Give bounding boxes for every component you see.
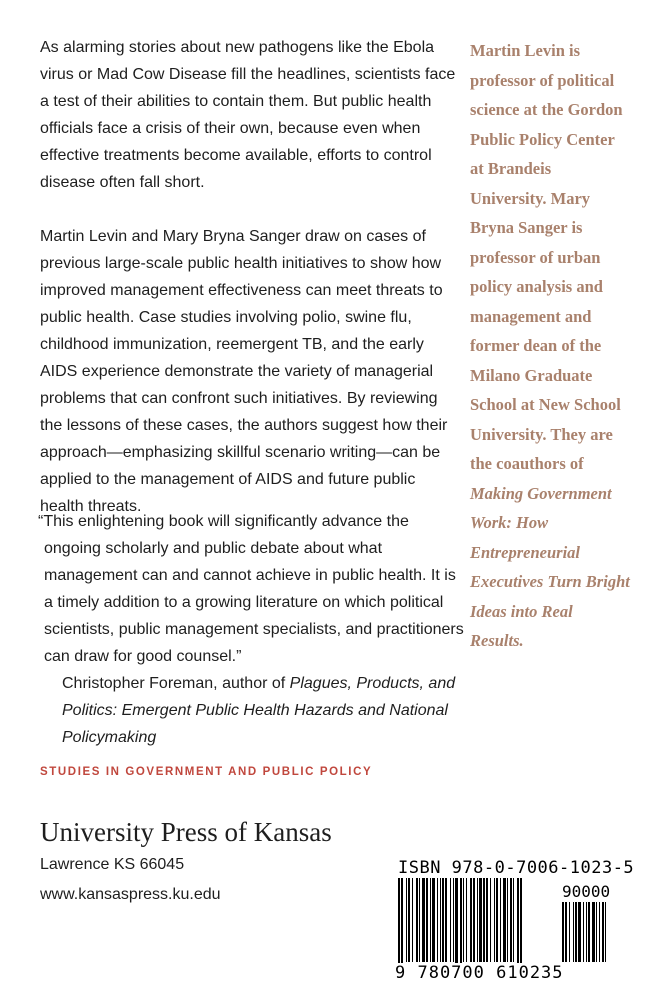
barcode-bar bbox=[426, 878, 428, 962]
barcode-bar bbox=[408, 878, 410, 962]
barcode-bar bbox=[398, 878, 400, 974]
barcode-bar bbox=[437, 878, 438, 962]
barcode-bar bbox=[406, 878, 407, 962]
author-prior-book: Making Government Work: How Entrepreneurial Executives Turn Bright Ideas into Real Results. bbox=[470, 483, 630, 650]
price-barcode bbox=[562, 902, 624, 974]
barcode-bar bbox=[596, 902, 597, 962]
barcode-bar bbox=[602, 902, 604, 962]
barcode-bar bbox=[432, 878, 435, 962]
barcode-bar bbox=[422, 878, 425, 962]
author-bio bbox=[470, 36, 630, 656]
endorsement bbox=[40, 508, 464, 751]
barcode-bar bbox=[486, 878, 488, 962]
publisher-name: University Press of Kansas bbox=[40, 817, 332, 847]
endorsement-quote: “This enlightening book will significantly advance the ongoing scholarly and public debate about what management can and cannot achieve in public health. It is a timely addition to a growing literature on which political scientists, public management specialists, and practitioners can draw for good counsel.” bbox=[38, 513, 464, 665]
barcode-bar bbox=[520, 878, 522, 974]
barcode-bar bbox=[562, 902, 564, 962]
barcode-bar bbox=[430, 878, 431, 962]
author-bio-text: Martin Levin is professor of political science at the Gordon Public Policy Center at Brandeis University. Mary Bryna Sanger is professor of urban policy analysis and management and former dean of the Milano Graduate School at New School University. They are the coauthors of bbox=[470, 41, 623, 473]
barcode-bar bbox=[412, 878, 413, 962]
barcode-bar bbox=[419, 878, 420, 962]
barcode-bar bbox=[442, 878, 444, 962]
ean-barcode bbox=[398, 878, 550, 974]
barcode-bar bbox=[517, 878, 519, 974]
barcode-bar bbox=[483, 878, 485, 962]
barcode-bar bbox=[575, 902, 577, 962]
barcode-bar bbox=[473, 878, 475, 962]
description-paragraph-1: As alarming stories about new pathogens like the Ebola virus or Mad Cow Disease fill the headlines, scientists face a test of their abilities to contain them. But public health officials face a crisis of their own, because even when effective treatments become available, efforts to control disease often fall short. bbox=[40, 39, 456, 191]
barcode-bar bbox=[578, 902, 581, 962]
barcode-bar bbox=[440, 878, 441, 962]
endorser-name: Christopher Foreman, author of bbox=[62, 675, 290, 692]
barcode-bar bbox=[605, 902, 606, 962]
barcode-bar bbox=[463, 878, 464, 962]
barcode-bar bbox=[500, 878, 501, 962]
publisher-block bbox=[40, 814, 332, 910]
barcode-bar bbox=[586, 902, 587, 962]
barcode-bar bbox=[455, 878, 458, 974]
barcode-bar bbox=[588, 902, 590, 962]
barcode-bar bbox=[513, 878, 514, 962]
barcode-bar bbox=[510, 878, 512, 962]
barcode-bar bbox=[592, 902, 595, 962]
price-code: 90000 bbox=[562, 882, 611, 901]
ean-number: 9 780700 610235 bbox=[395, 963, 564, 983]
barcode-bar bbox=[565, 902, 567, 962]
barcode-bar bbox=[401, 878, 403, 974]
description-paragraph-2: Martin Levin and Mary Bryna Sanger draw on cases of previous large-scale public health initiatives to show how improved management effectiveness can meet threats to public health. Case studies involving polio, swine flu, childhood immunization, reemergent TB, and the early AIDS experience demonstrate the variety of managerial problems that can confront such initiatives. By reviewing the lessons of these cases, the authors suggest how their approach—emphasizing skillful scenario writing—can be applied to the management of AIDS and future public health threats. bbox=[40, 228, 448, 515]
barcode-bar bbox=[507, 878, 508, 962]
barcode-bar bbox=[573, 902, 574, 962]
endorser-book-title: Plagues, Products, and Politics: Emergent Public Health Hazards and National Policymaking bbox=[62, 675, 456, 746]
barcode-bar bbox=[453, 878, 454, 962]
barcode-bar bbox=[583, 902, 584, 962]
barcode-bar bbox=[490, 878, 491, 962]
barcode-bar bbox=[470, 878, 472, 962]
barcode-bar bbox=[479, 878, 482, 962]
barcode-bar bbox=[466, 878, 467, 962]
barcode-bar bbox=[503, 878, 506, 962]
barcode-bar bbox=[496, 878, 498, 962]
barcode-bar bbox=[599, 902, 600, 962]
barcode-bar bbox=[460, 878, 462, 974]
barcode-bar bbox=[416, 878, 418, 962]
publisher-website: www.kansaspress.ku.edu bbox=[40, 886, 221, 903]
barcode-bar bbox=[450, 878, 451, 962]
barcode-bar bbox=[445, 878, 447, 962]
book-description bbox=[40, 34, 458, 520]
endorsement-attribution bbox=[40, 670, 464, 751]
isbn-label: ISBN 978-0-7006-1023-5 bbox=[398, 858, 635, 878]
barcode-bar bbox=[494, 878, 495, 962]
barcode-bar bbox=[569, 902, 570, 962]
barcode-bar bbox=[477, 878, 478, 962]
series-title: STUDIES IN GOVERNMENT AND PUBLIC POLICY bbox=[40, 766, 373, 778]
publisher-address: Lawrence KS 66045 bbox=[40, 856, 185, 873]
